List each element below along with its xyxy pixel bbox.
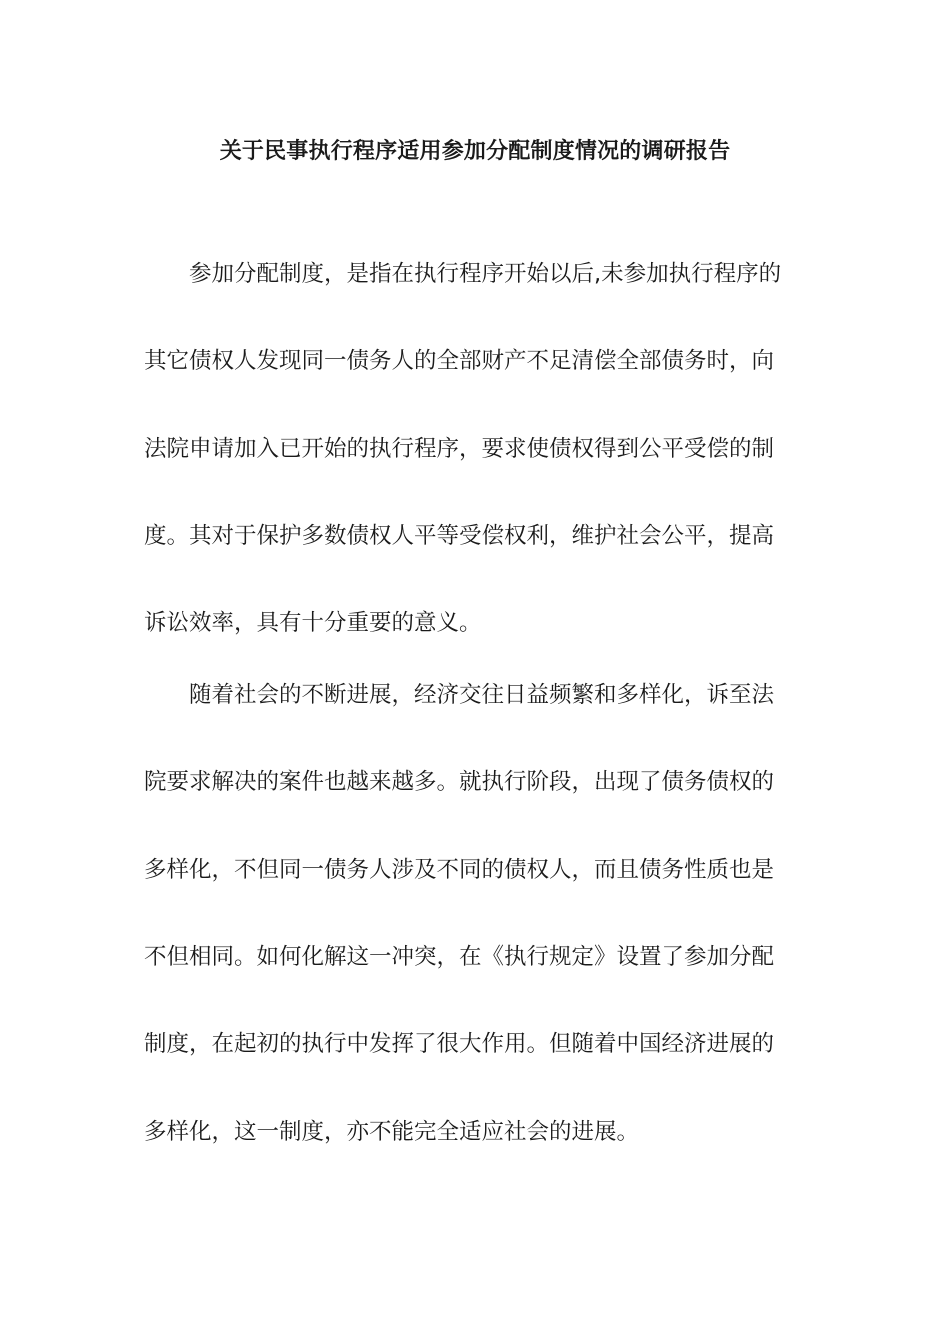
paragraph-1-line-2: 其它债权人发现同一债务人的全部财产不足清偿全部债务时，向 [144,348,775,374]
document-title: 关于民事执行程序适用参加分配制度情况的调研报告 [219,139,731,164]
paragraph-2-line-6: 多样化，这一制度，亦不能完全适应社会的进展。 [144,1119,640,1145]
paragraph-1-line-3: 法院申请加入已开始的执行程序，要求使债权得到公平受偿的制 [144,436,775,462]
paragraph-2-line-4: 不但相同。如何化解这一冲突，在《执行规定》设置了参加分配 [144,944,775,970]
paragraph-1-line-4: 度。其对于保护多数债权人平等受偿权利，维护社会公平，提高 [144,523,775,549]
paragraph-1-line-5: 诉讼效率，具有十分重要的意义。 [144,610,482,636]
paragraph-2-line-5: 制度，在起初的执行中发挥了很大作用。但随着中国经济进展的 [144,1031,775,1057]
paragraph-1-line-1: 参加分配制度，是指在执行程序开始以后,未参加执行程序的 [189,261,782,287]
paragraph-2-line-2: 院要求解决的案件也越来越多。就执行阶段，出现了债务债权的 [144,769,775,795]
paragraph-2-line-1: 随着社会的不断进展，经济交往日益频繁和多样化，诉至法 [189,682,775,708]
paragraph-2-line-3: 多样化，不但同一债务人涉及不同的债权人，而且债务性质也是 [144,857,775,883]
